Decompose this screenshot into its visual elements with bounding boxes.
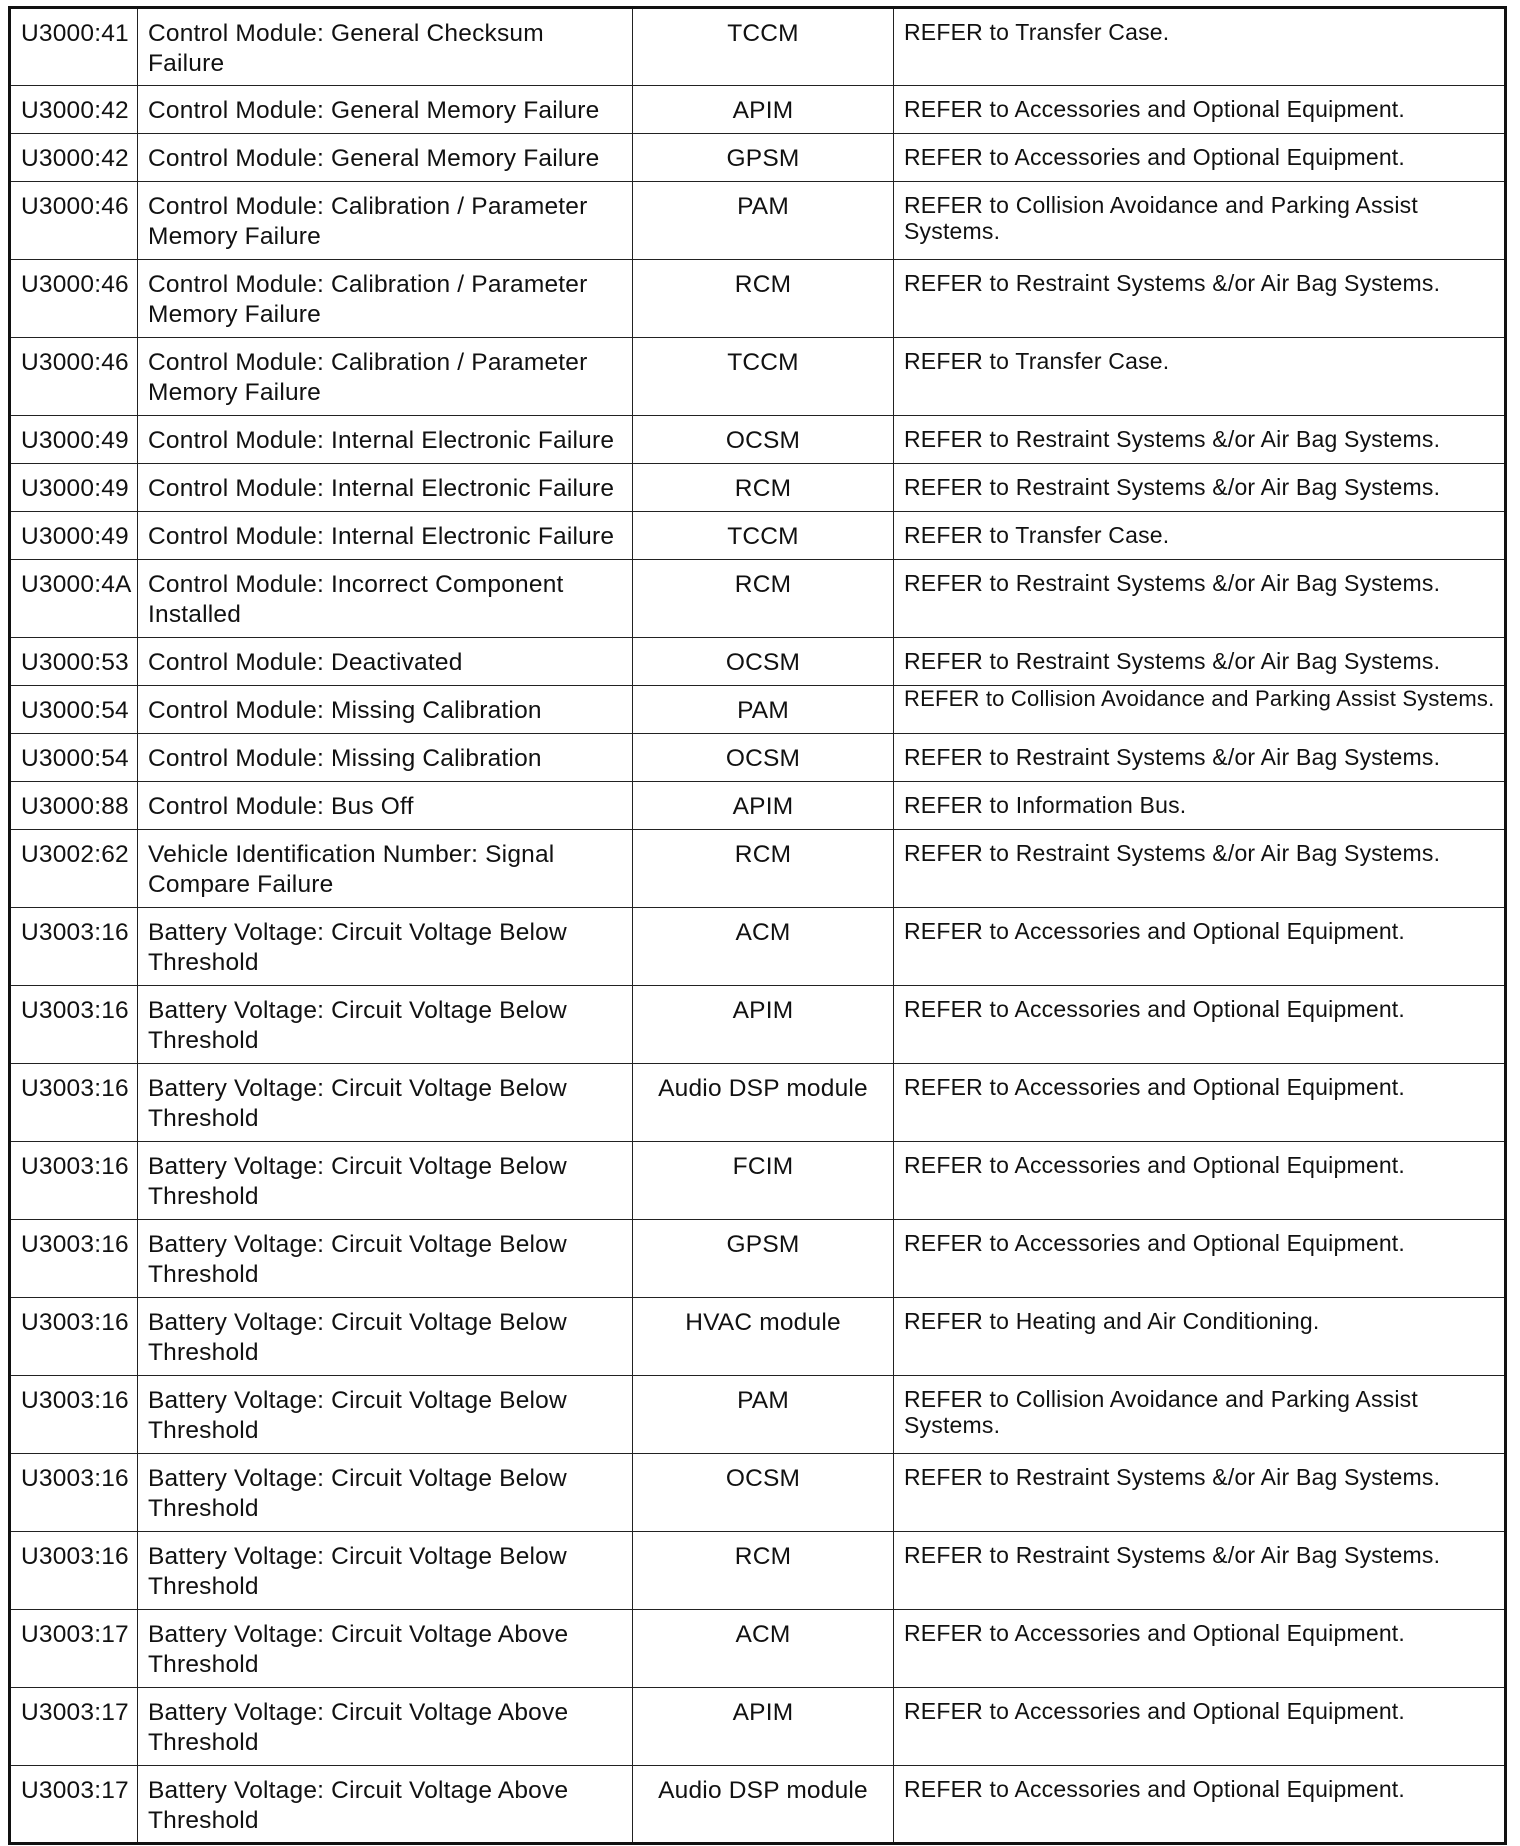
module-name: ACM [633, 908, 894, 986]
dtc-code: U3003:16 [10, 1454, 138, 1532]
action-text: REFER to Restraint Systems &/or Air Bag Systems. [894, 638, 1506, 686]
dtc-description: Battery Voltage: Circuit Voltage Below Threshold [138, 986, 633, 1064]
dtc-description: Battery Voltage: Circuit Voltage Above Threshold [138, 1688, 633, 1766]
table-row [10, 8, 1506, 86]
action-text: REFER to Accessories and Optional Equipment. [894, 1766, 1506, 1844]
table-row [10, 1454, 1506, 1532]
action-text: REFER to Restraint Systems &/or Air Bag Systems. [894, 830, 1506, 908]
dtc-code: U3000:54 [10, 734, 138, 782]
dtc-code: U3003:17 [10, 1688, 138, 1766]
dtc-description: Control Module: Missing Calibration [138, 734, 633, 782]
dtc-code: U3000:88 [10, 782, 138, 830]
dtc-code: U3003:16 [10, 1376, 138, 1454]
dtc-description: Control Module: Internal Electronic Failure [138, 464, 633, 512]
dtc-description: Vehicle Identification Number: Signal Compare Failure [138, 830, 633, 908]
dtc-code: U3003:16 [10, 1142, 138, 1220]
table-row [10, 86, 1506, 134]
dtc-description: Control Module: General Memory Failure [138, 134, 633, 182]
table-row [10, 782, 1506, 830]
module-name: RCM [633, 830, 894, 908]
module-name: Audio DSP module [633, 1064, 894, 1142]
module-name: PAM [633, 182, 894, 260]
module-name: ACM [633, 1610, 894, 1688]
dtc-code: U3003:16 [10, 986, 138, 1064]
dtc-description: Battery Voltage: Circuit Voltage Above Threshold [138, 1766, 633, 1844]
module-name: APIM [633, 1688, 894, 1766]
dtc-code: U3000:49 [10, 464, 138, 512]
action-text: REFER to Information Bus. [894, 782, 1506, 830]
action-text: REFER to Restraint Systems &/or Air Bag Systems. [894, 416, 1506, 464]
table-row [10, 830, 1506, 908]
table-row [10, 260, 1506, 338]
table-row [10, 1298, 1506, 1376]
module-name: OCSM [633, 416, 894, 464]
action-text: REFER to Accessories and Optional Equipment. [894, 1142, 1506, 1220]
dtc-description: Battery Voltage: Circuit Voltage Below Threshold [138, 1376, 633, 1454]
dtc-code: U3003:17 [10, 1766, 138, 1844]
dtc-description: Battery Voltage: Circuit Voltage Below Threshold [138, 1064, 633, 1142]
action-text: REFER to Restraint Systems &/or Air Bag Systems. [894, 260, 1506, 338]
table-row [10, 638, 1506, 686]
table-row [10, 1688, 1506, 1766]
action-text: REFER to Accessories and Optional Equipment. [894, 86, 1506, 134]
module-name: APIM [633, 782, 894, 830]
dtc-description: Battery Voltage: Circuit Voltage Below Threshold [138, 1454, 633, 1532]
module-name: TCCM [633, 512, 894, 560]
dtc-description: Control Module: Internal Electronic Failure [138, 512, 633, 560]
action-text: REFER to Transfer Case. [894, 512, 1506, 560]
action-text: REFER to Transfer Case. [894, 8, 1506, 86]
table-row [10, 464, 1506, 512]
dtc-description: Control Module: Internal Electronic Failure [138, 416, 633, 464]
dtc-code: U3000:53 [10, 638, 138, 686]
dtc-code: U3003:16 [10, 1298, 138, 1376]
module-name: TCCM [633, 8, 894, 86]
dtc-description: Battery Voltage: Circuit Voltage Below Threshold [138, 1532, 633, 1610]
dtc-code: U3000:54 [10, 686, 138, 734]
dtc-code: U3000:41 [10, 8, 138, 86]
table-row [10, 908, 1506, 986]
dtc-code: U3000:42 [10, 86, 138, 134]
table-row [10, 512, 1506, 560]
dtc-code: U3000:49 [10, 512, 138, 560]
action-text: REFER to Heating and Air Conditioning. [894, 1298, 1506, 1376]
dtc-code: U3000:4A [10, 560, 138, 638]
dtc-code: U3003:16 [10, 1220, 138, 1298]
dtc-description: Control Module: General Checksum Failure [138, 8, 633, 86]
dtc-code: U3000:42 [10, 134, 138, 182]
table-row [10, 1376, 1506, 1454]
dtc-description: Battery Voltage: Circuit Voltage Below Threshold [138, 1142, 633, 1220]
module-name: RCM [633, 464, 894, 512]
module-name: OCSM [633, 734, 894, 782]
dtc-description: Control Module: Calibration / Parameter Memory Failure [138, 260, 633, 338]
dtc-description: Battery Voltage: Circuit Voltage Below Threshold [138, 1298, 633, 1376]
module-name: RCM [633, 1532, 894, 1610]
module-name: RCM [633, 560, 894, 638]
dtc-description: Control Module: Incorrect Component Installed [138, 560, 633, 638]
table-row [10, 1064, 1506, 1142]
table-row [10, 1220, 1506, 1298]
action-text: REFER to Collision Avoidance and Parking Assist Systems. [894, 1376, 1506, 1454]
dtc-table [8, 6, 1507, 1845]
dtc-code: U3000:46 [10, 182, 138, 260]
dtc-description: Battery Voltage: Circuit Voltage Below Threshold [138, 1220, 633, 1298]
module-name: TCCM [633, 338, 894, 416]
dtc-description: Control Module: Deactivated [138, 638, 633, 686]
action-text: REFER to Accessories and Optional Equipment. [894, 1220, 1506, 1298]
table-row [10, 734, 1506, 782]
dtc-description: Battery Voltage: Circuit Voltage Above Threshold [138, 1610, 633, 1688]
table-row [10, 986, 1506, 1064]
action-text: REFER to Accessories and Optional Equipment. [894, 986, 1506, 1064]
table-row [10, 1610, 1506, 1688]
table-row [10, 134, 1506, 182]
action-text: REFER to Accessories and Optional Equipment. [894, 134, 1506, 182]
module-name: APIM [633, 986, 894, 1064]
action-text: REFER to Accessories and Optional Equipment. [894, 1610, 1506, 1688]
dtc-description: Control Module: Bus Off [138, 782, 633, 830]
table-row [10, 1142, 1506, 1220]
module-name: PAM [633, 1376, 894, 1454]
dtc-description: Control Module: Calibration / Parameter Memory Failure [138, 338, 633, 416]
action-text: REFER to Collision Avoidance and Parking Assist Systems. [894, 686, 1506, 734]
table-row [10, 182, 1506, 260]
action-text: REFER to Collision Avoidance and Parking Assist Systems. [894, 182, 1506, 260]
dtc-code: U3000:46 [10, 260, 138, 338]
action-text: REFER to Restraint Systems &/or Air Bag Systems. [894, 560, 1506, 638]
module-name: GPSM [633, 1220, 894, 1298]
action-text: REFER to Accessories and Optional Equipment. [894, 1064, 1506, 1142]
dtc-code: U3003:17 [10, 1610, 138, 1688]
module-name: FCIM [633, 1142, 894, 1220]
action-text: REFER to Restraint Systems &/or Air Bag Systems. [894, 464, 1506, 512]
action-text: REFER to Accessories and Optional Equipment. [894, 1688, 1506, 1766]
dtc-description: Control Module: Missing Calibration [138, 686, 633, 734]
module-name: OCSM [633, 1454, 894, 1532]
table-row [10, 1532, 1506, 1610]
module-name: APIM [633, 86, 894, 134]
dtc-description: Control Module: General Memory Failure [138, 86, 633, 134]
dtc-code: U3002:62 [10, 830, 138, 908]
action-text: REFER to Restraint Systems &/or Air Bag Systems. [894, 734, 1506, 782]
action-text: REFER to Restraint Systems &/or Air Bag Systems. [894, 1454, 1506, 1532]
dtc-code: U3003:16 [10, 1532, 138, 1610]
action-text: REFER to Transfer Case. [894, 338, 1506, 416]
table-row [10, 338, 1506, 416]
action-text: REFER to Restraint Systems &/or Air Bag Systems. [894, 1532, 1506, 1610]
dtc-code: U3003:16 [10, 908, 138, 986]
module-name: PAM [633, 686, 894, 734]
dtc-code: U3003:16 [10, 1064, 138, 1142]
table-row [10, 1766, 1506, 1844]
table-row [10, 560, 1506, 638]
module-name: GPSM [633, 134, 894, 182]
dtc-code: U3000:49 [10, 416, 138, 464]
dtc-description: Battery Voltage: Circuit Voltage Below Threshold [138, 908, 633, 986]
module-name: OCSM [633, 638, 894, 686]
module-name: RCM [633, 260, 894, 338]
action-text: REFER to Accessories and Optional Equipment. [894, 908, 1506, 986]
dtc-code: U3000:46 [10, 338, 138, 416]
table-row [10, 416, 1506, 464]
module-name: HVAC module [633, 1298, 894, 1376]
module-name: Audio DSP module [633, 1766, 894, 1844]
table-row [10, 686, 1506, 734]
dtc-description: Control Module: Calibration / Parameter Memory Failure [138, 182, 633, 260]
